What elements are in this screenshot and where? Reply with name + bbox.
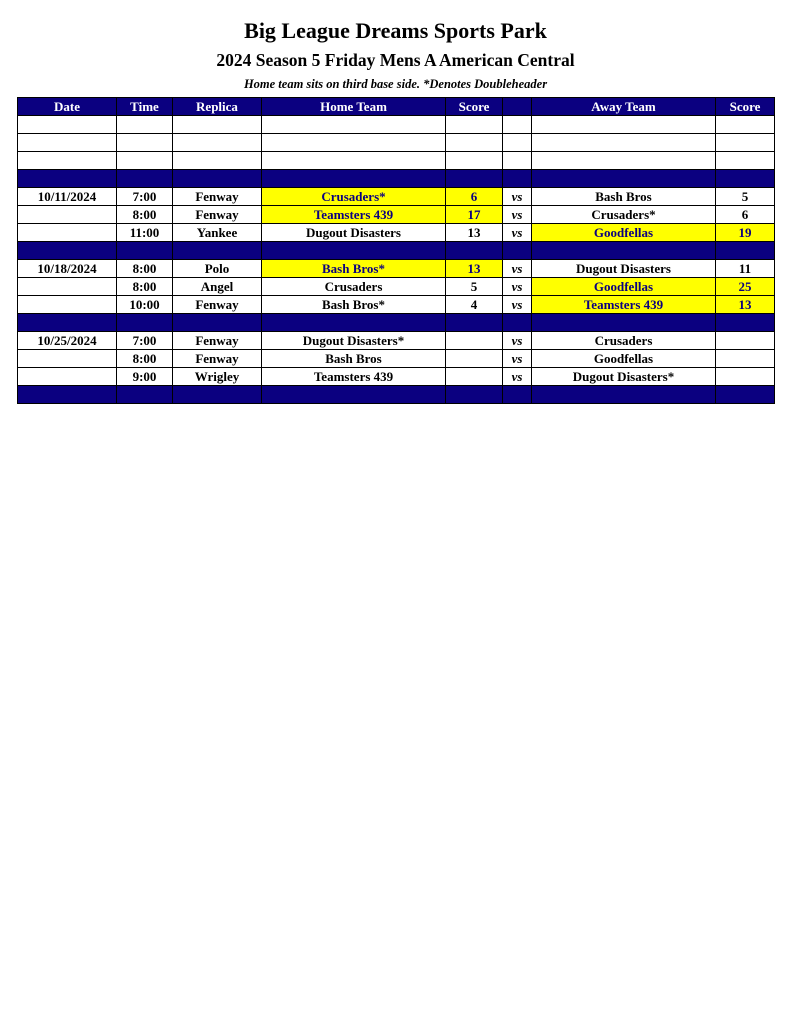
replica-cell: Fenway (173, 188, 262, 206)
game-row (18, 188, 775, 206)
vs-cell: vs (503, 260, 532, 278)
empty-cell (446, 134, 503, 152)
empty-cell (716, 134, 775, 152)
vs-cell: vs (503, 206, 532, 224)
away-team-cell: Goodfellas (532, 224, 716, 242)
empty-cell (18, 152, 117, 170)
col-header-home-score: Score (446, 98, 503, 116)
replica-cell: Yankee (173, 224, 262, 242)
game-row (18, 332, 775, 350)
empty-cell (117, 386, 173, 404)
empty-cell (503, 242, 532, 260)
empty-cell (532, 314, 716, 332)
schedule-table (17, 97, 775, 404)
date-cell: 10/18/2024 (18, 260, 117, 278)
empty-cell (716, 242, 775, 260)
empty-cell (173, 386, 262, 404)
empty-cell (173, 242, 262, 260)
empty-cell (716, 116, 775, 134)
game-row (18, 368, 775, 386)
game-row (18, 350, 775, 368)
empty-cell (446, 242, 503, 260)
vs-cell: vs (503, 332, 532, 350)
empty-cell (18, 386, 117, 404)
away-score-cell (716, 368, 775, 386)
away-score-cell: 25 (716, 278, 775, 296)
home-score-cell (446, 332, 503, 350)
vs-cell: vs (503, 350, 532, 368)
col-header-home-team: Home Team (262, 98, 446, 116)
away-team-cell: Crusaders* (532, 206, 716, 224)
away-score-cell: 19 (716, 224, 775, 242)
page-title: Big League Dreams Sports Park (244, 18, 547, 43)
home-score-cell: 6 (446, 188, 503, 206)
empty-cell (503, 386, 532, 404)
empty-cell (18, 134, 117, 152)
replica-cell: Angel (173, 278, 262, 296)
date-cell: 10/11/2024 (18, 188, 117, 206)
away-team-cell: Crusaders (532, 332, 716, 350)
header-row (18, 98, 775, 116)
replica-cell: Fenway (173, 350, 262, 368)
replica-cell: Fenway (173, 296, 262, 314)
vs-cell: vs (503, 368, 532, 386)
home-score-cell: 5 (446, 278, 503, 296)
date-cell (18, 206, 117, 224)
time-cell: 8:00 (117, 206, 173, 224)
home-team-cell: Dugout Disasters* (262, 332, 446, 350)
time-cell: 9:00 (117, 368, 173, 386)
vs-cell: vs (503, 278, 532, 296)
empty-cell (716, 170, 775, 188)
away-team-cell: Goodfellas (532, 350, 716, 368)
empty-cell (117, 152, 173, 170)
empty-cell (262, 386, 446, 404)
away-team-cell: Teamsters 439 (532, 296, 716, 314)
home-score-cell (446, 368, 503, 386)
time-cell: 8:00 (117, 260, 173, 278)
home-score-cell: 4 (446, 296, 503, 314)
empty-cell (18, 314, 117, 332)
empty-cell (532, 242, 716, 260)
vs-cell: vs (503, 296, 532, 314)
time-cell: 11:00 (117, 224, 173, 242)
date-cell (18, 350, 117, 368)
week-separator-band (18, 170, 775, 188)
time-cell: 7:00 (117, 332, 173, 350)
away-score-cell: 6 (716, 206, 775, 224)
game-row (18, 206, 775, 224)
empty-cell (262, 314, 446, 332)
col-header-vs (503, 98, 532, 116)
time-cell: 8:00 (117, 350, 173, 368)
date-cell (18, 368, 117, 386)
empty-cell (117, 314, 173, 332)
col-header-date: Date (18, 98, 117, 116)
replica-cell: Fenway (173, 206, 262, 224)
week-separator-band (18, 386, 775, 404)
away-score-cell: 5 (716, 188, 775, 206)
empty-cell (446, 116, 503, 134)
empty-cell (117, 242, 173, 260)
empty-cell (446, 386, 503, 404)
empty-cell (532, 134, 716, 152)
away-team-cell: Goodfellas (532, 278, 716, 296)
home-team-cell: Bash Bros* (262, 296, 446, 314)
game-row (18, 296, 775, 314)
vs-cell: vs (503, 224, 532, 242)
empty-cell (262, 116, 446, 134)
blank-row (18, 152, 775, 170)
empty-cell (446, 314, 503, 332)
game-row (18, 260, 775, 278)
empty-cell (117, 170, 173, 188)
home-score-cell (446, 350, 503, 368)
empty-cell (503, 116, 532, 134)
empty-cell (262, 170, 446, 188)
col-header-time: Time (117, 98, 173, 116)
away-team-cell: Bash Bros (532, 188, 716, 206)
col-header-away-score: Score (716, 98, 775, 116)
empty-cell (173, 170, 262, 188)
time-cell: 8:00 (117, 278, 173, 296)
empty-cell (18, 170, 117, 188)
empty-cell (18, 116, 117, 134)
away-team-cell: Dugout Disasters (532, 260, 716, 278)
empty-cell (262, 152, 446, 170)
empty-cell (716, 386, 775, 404)
empty-cell (262, 242, 446, 260)
home-team-cell: Teamsters 439 (262, 368, 446, 386)
vs-cell: vs (503, 188, 532, 206)
empty-cell (117, 134, 173, 152)
page-subtitle: 2024 Season 5 Friday Mens A American Central (216, 50, 575, 70)
home-team-cell: Teamsters 439 (262, 206, 446, 224)
home-team-cell: Bash Bros* (262, 260, 446, 278)
empty-cell (173, 314, 262, 332)
time-cell: 7:00 (117, 188, 173, 206)
game-row (18, 224, 775, 242)
home-score-cell: 17 (446, 206, 503, 224)
date-cell (18, 278, 117, 296)
empty-cell (503, 134, 532, 152)
game-row (18, 278, 775, 296)
home-team-cell: Crusaders* (262, 188, 446, 206)
empty-cell (503, 170, 532, 188)
away-score-cell: 11 (716, 260, 775, 278)
page-note: Home team sits on third base side. *Denotes Doubleheader (243, 77, 548, 91)
home-score-cell: 13 (446, 224, 503, 242)
schedule-body (18, 116, 775, 404)
empty-cell (532, 170, 716, 188)
date-cell: 10/25/2024 (18, 332, 117, 350)
col-header-replica: Replica (173, 98, 262, 116)
col-header-away-team: Away Team (532, 98, 716, 116)
empty-cell (117, 116, 173, 134)
away-score-cell: 13 (716, 296, 775, 314)
replica-cell: Polo (173, 260, 262, 278)
empty-cell (18, 242, 117, 260)
empty-cell (532, 116, 716, 134)
empty-cell (503, 152, 532, 170)
blank-row (18, 116, 775, 134)
date-cell (18, 224, 117, 242)
week-separator-band (18, 242, 775, 260)
replica-cell: Wrigley (173, 368, 262, 386)
home-score-cell: 13 (446, 260, 503, 278)
empty-cell (503, 314, 532, 332)
empty-cell (532, 386, 716, 404)
away-score-cell (716, 332, 775, 350)
empty-cell (262, 134, 446, 152)
replica-cell: Fenway (173, 332, 262, 350)
empty-cell (173, 134, 262, 152)
home-team-cell: Bash Bros (262, 350, 446, 368)
empty-cell (532, 152, 716, 170)
away-team-cell: Dugout Disasters* (532, 368, 716, 386)
empty-cell (716, 152, 775, 170)
empty-cell (446, 170, 503, 188)
empty-cell (173, 152, 262, 170)
home-team-cell: Crusaders (262, 278, 446, 296)
empty-cell (446, 152, 503, 170)
empty-cell (173, 116, 262, 134)
empty-cell (716, 314, 775, 332)
blank-row (18, 134, 775, 152)
away-score-cell (716, 350, 775, 368)
date-cell (18, 296, 117, 314)
week-separator-band (18, 314, 775, 332)
home-team-cell: Dugout Disasters (262, 224, 446, 242)
time-cell: 10:00 (117, 296, 173, 314)
